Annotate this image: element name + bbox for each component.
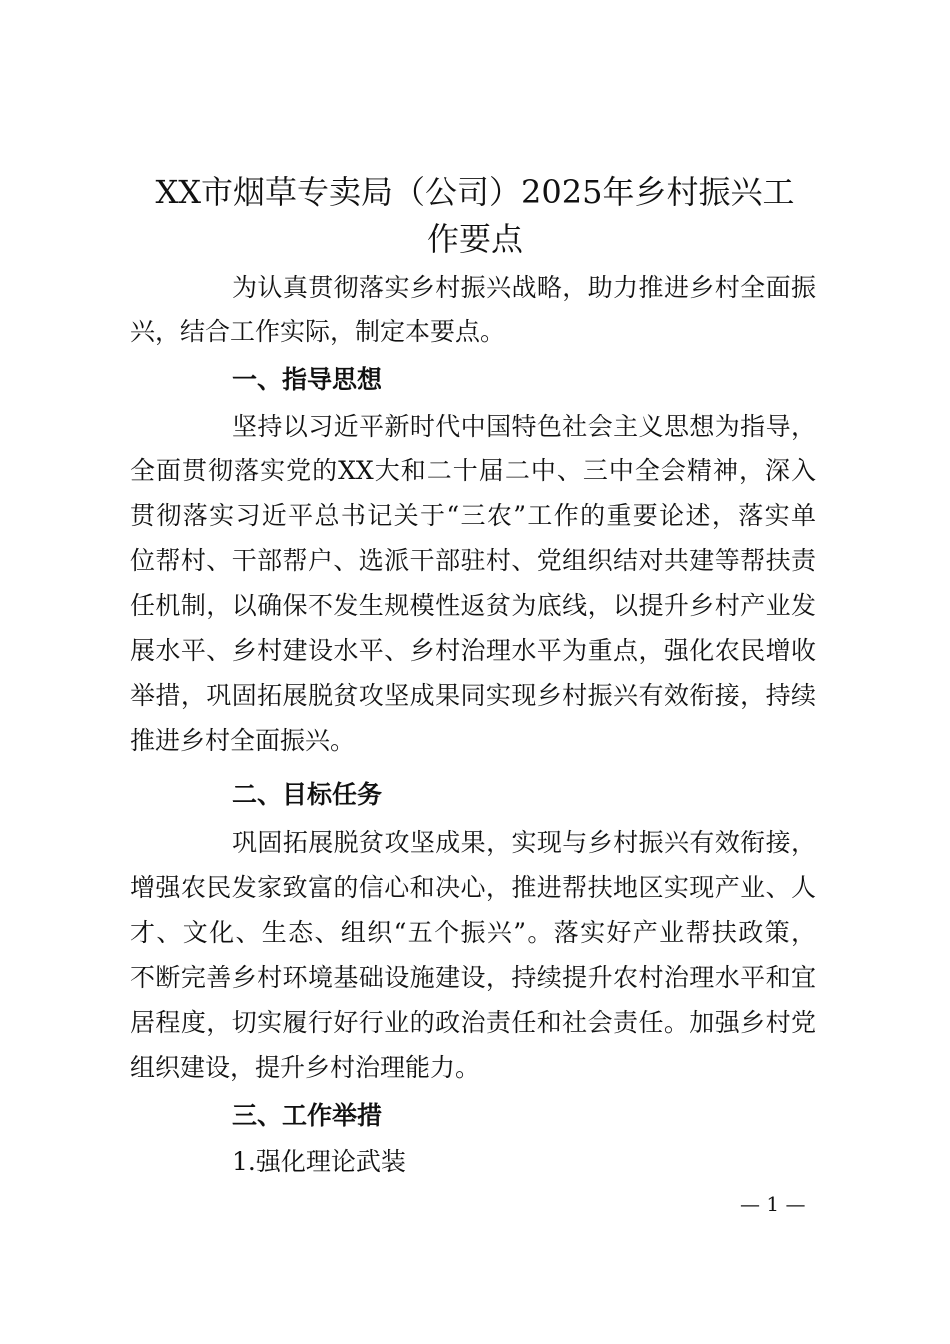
paragraph-line: 才、文化、生态、组织“五个振兴”。落实好产业帮扶政策， <box>130 918 816 947</box>
section-heading-goals: 二、目标任务 <box>232 780 383 809</box>
paragraph-line: 贯彻落实习近平总书记关于“三农”工作的重要论述，落实单 <box>130 501 816 530</box>
document-title-line-1: XX市烟草专卖局（公司）2025年乡村振兴工 <box>155 173 795 211</box>
document-title-line-2: 作要点 <box>426 220 523 258</box>
paragraph-line: 展水平、乡村建设水平、乡村治理水平为重点，强化农民增收 <box>130 636 816 665</box>
intro-line: 兴，结合工作实际，制定本要点。 <box>130 317 506 346</box>
paragraph-line: 任机制，以确保不发生规模性返贫为底线，以提升乡村产业发 <box>130 591 816 620</box>
paragraph-line: 组织建设，提升乡村治理能力。 <box>130 1053 481 1082</box>
paragraph-line: 全面贯彻落实党的XX大和二十届二中、三中全会精神，深入 <box>130 456 816 485</box>
page-number: — 1 — <box>740 1192 806 1216</box>
section-heading-guiding-thought: 一、指导思想 <box>232 365 383 394</box>
paragraph-line: 居程度，切实履行好行业的政治责任和社会责任。加强乡村党 <box>130 1008 816 1037</box>
paragraph-line: 巩固拓展脱贫攻坚成果，实现与乡村振兴有效衔接， <box>232 828 816 857</box>
paragraph-line: 举措，巩固拓展脱贫攻坚成果同实现乡村振兴有效衔接，持续 <box>130 681 816 710</box>
paragraph-line: 不断完善乡村环境基础设施建设，持续提升农村治理水平和宜 <box>130 963 816 992</box>
paragraph-line: 坚持以习近平新时代中国特色社会主义思想为指导， <box>232 412 816 441</box>
paragraph-line: 推进乡村全面振兴。 <box>130 726 356 755</box>
paragraph-line: 增强农民发家致富的信心和决心，推进帮扶地区实现产业、人 <box>130 873 816 902</box>
subsection-item: 1.强化理论武装 <box>232 1147 406 1176</box>
intro-line: 为认真贯彻落实乡村振兴战略，助力推进乡村全面振 <box>232 273 816 302</box>
section-heading-measures: 三、工作举措 <box>232 1101 383 1130</box>
paragraph-line: 位帮村、干部帮户、选派干部驻村、党组织结对共建等帮扶责 <box>130 546 816 575</box>
